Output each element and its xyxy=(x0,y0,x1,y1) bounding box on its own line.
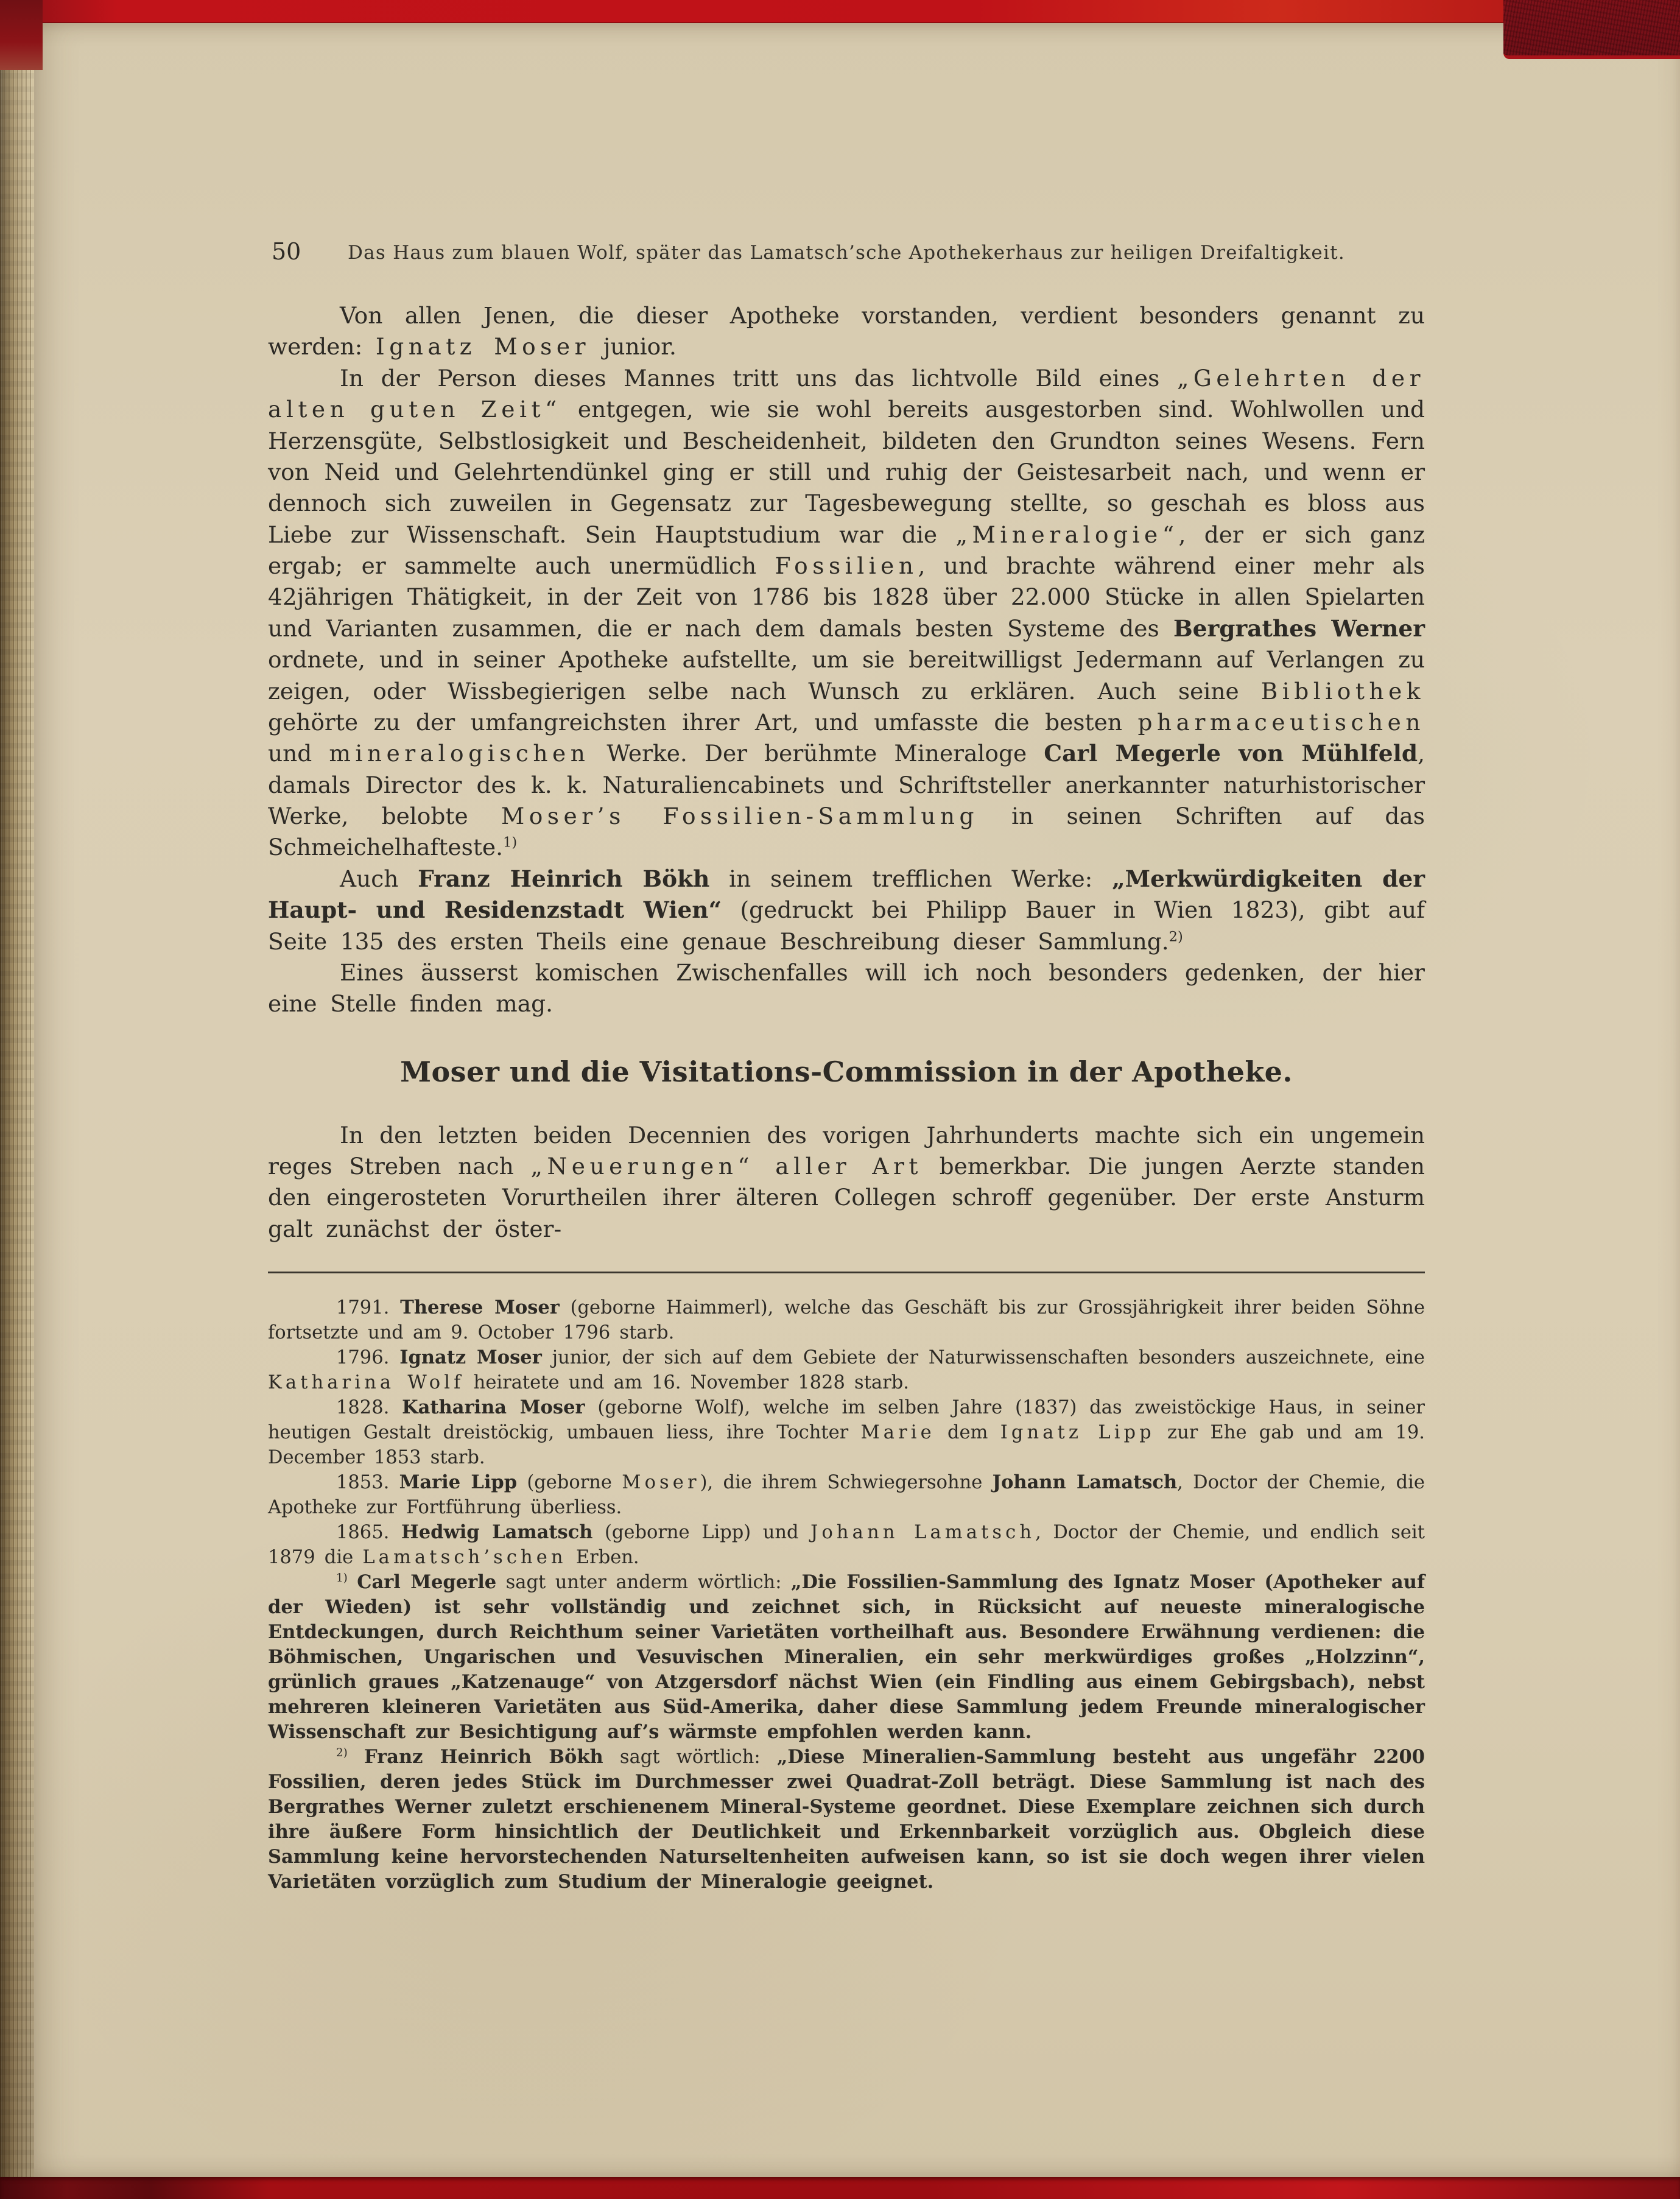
text-segment: Franz Heinrich Bökh xyxy=(418,865,710,892)
text-segment: ordnete, und in seiner Apotheke aufstellte, um sie bereitwilligst Jedermann auf Verlangen zu zeigen, oder Wissbegierigen selbe nach Wunsch zu erklären. Auch seine xyxy=(268,646,1425,705)
text-segment: mineralogischen xyxy=(329,740,590,767)
text-segment: gehörte zu der umfangreichsten ihrer Art, und umfasste die besten xyxy=(268,708,1138,736)
text-segment: junior. xyxy=(590,333,677,361)
text-segment: Johann Lamatsch xyxy=(810,1522,1036,1544)
text-segment: In den letzten beiden Decennien des vorigen Jahrhunderts machte sich ein ungemein reges Streben nach xyxy=(268,1121,1425,1180)
text-segment: , Doctor der Chemie, und endlich seit 1879 die xyxy=(268,1522,1425,1569)
text-segment: Werke. Der berühmte Mineraloge xyxy=(589,740,1044,767)
text-segment: Katharina Moser xyxy=(402,1396,585,1419)
page-number: 50 xyxy=(272,238,301,265)
text-segment: „Neuerungen“ aller Art xyxy=(530,1153,923,1180)
footnote-marker: 2) xyxy=(336,1747,348,1760)
text-segment: bemerkbar. Die jungen Aerzte standen den eingerosteten Vorurtheilen ihrer älteren Collegen schroff gegenüber. Der erste Ansturm galt zunächst der öster- xyxy=(268,1153,1425,1242)
running-title: Das Haus zum blauen Wolf, später das Lamatsch’sche Apothekerhaus zur heiligen Dreifaltigkeit. xyxy=(348,242,1345,264)
text-segment: Johann Lamatsch xyxy=(992,1471,1178,1494)
text-segment: 1853. xyxy=(336,1472,399,1494)
text-segment: (geborne Wolf), welche im selben Jahre (1837) das zweistöckige Haus, in seiner heutigen Gestalt dreistöckig, umbauen liess, ihre Tochter xyxy=(268,1397,1425,1444)
footnote xyxy=(268,1470,1425,1520)
text-segment: „Mineralogie“ xyxy=(955,521,1179,548)
book-cover-top-left-corner xyxy=(0,0,43,70)
text-segment: Bibliothek xyxy=(1260,677,1425,705)
text-segment: heiratete und am 16. November 1828 starb. xyxy=(464,1372,909,1394)
text-segment: „Gelehrten der alten guten Zeit“ xyxy=(268,364,1425,423)
footnote xyxy=(268,1295,1425,1345)
book-cover-top-edge xyxy=(0,0,1680,23)
text-segment: und xyxy=(268,740,329,767)
text-segment: Von allen Jenen, die dieser Apotheke vorstanden, verdient besonders genannt zu werden: xyxy=(268,302,1425,361)
text-segment: Franz Heinrich Bökh xyxy=(364,1746,603,1768)
text-segment: (geborne Haimmerl), welche das Geschäft bis zur Grossjährigkeit ihrer beiden Söhne fortsetzte und am 9. October 1796 starb. xyxy=(268,1297,1425,1344)
text-segment: , Doctor der Chemie, die Apotheke zur Fortführung überliess. xyxy=(268,1472,1425,1519)
text-segment: junior, der sich auf dem Gebiete der Naturwissenschaften besonders auszeichnete, eine xyxy=(541,1347,1425,1369)
text-segment: Erben. xyxy=(566,1547,639,1569)
footnote-marker: 1) xyxy=(503,834,518,851)
text-segment: Moser xyxy=(622,1472,700,1494)
page-sheet xyxy=(34,23,1680,2178)
footnote xyxy=(268,1570,1425,1745)
text-segment: , der er sich ganz ergab; er sammelte auch unermüdlich xyxy=(268,521,1425,579)
book-cover-bottom-edge xyxy=(0,2177,1680,2199)
text-segment: (geborne Lipp) und xyxy=(592,1522,811,1544)
text-segment: Ignatz Moser xyxy=(375,333,591,361)
text-segment: 1828. xyxy=(336,1397,402,1419)
text-segment: in seinem trefflichen Werke: xyxy=(709,865,1112,892)
footnote-marker: 2) xyxy=(1169,929,1183,945)
paragraph xyxy=(268,1120,1425,1245)
text-segment: 1791. xyxy=(336,1297,401,1319)
footnote xyxy=(268,1395,1425,1470)
text-segment: , und brachte während einer mehr als 42jährigen Thätigkeit, in der Zeit von 1786 bis 1828 über 22.000 Stücke in allen Spielarten und Varianten zusammen, die er nach dem damals besten Systeme des xyxy=(268,552,1425,642)
paragraph xyxy=(268,363,1425,864)
text-segment: 1796. xyxy=(336,1347,400,1369)
footnote xyxy=(268,1520,1425,1570)
text-segment: Fossilien xyxy=(775,552,918,579)
text-segment xyxy=(348,1747,364,1768)
text-segment: Eines äusserst komischen Zwischenfalles will ich noch besonders gedenken, der hier eine Stelle finden mag. xyxy=(268,959,1425,1018)
body-text xyxy=(268,300,1425,1245)
text-block xyxy=(268,237,1425,1895)
text-segment: In der Person dieses Mannes tritt uns das lichtvolle Bild eines xyxy=(340,364,1177,392)
text-segment: dem xyxy=(935,1422,1000,1444)
text-segment: Ignatz Lipp xyxy=(1000,1422,1155,1444)
text-segment: sagt unter anderm wörtlich: xyxy=(496,1572,791,1594)
book-cover-top-right-corner xyxy=(1503,0,1680,59)
text-segment: Marie xyxy=(860,1422,935,1444)
text-segment: Katharina Wolf xyxy=(268,1372,465,1394)
text-segment: (geborne xyxy=(517,1472,622,1494)
footnote xyxy=(268,1745,1425,1895)
text-segment: , damals Director des k. k. Naturaliencabinets und Schriftsteller anerkannter naturhistorischer Werke, belobte xyxy=(268,740,1425,829)
text-segment: Carl Megerle xyxy=(357,1571,497,1594)
text-segment: entgegen, wie sie wohl bereits ausgestorben sind. Wohlwollen und Herzensgüte, Selbstlosigkeit und Bescheidenheit, bildeten den Grundton seines Wesens. Fern von Neid und Gelehrtendünkel ging er still und ruhig der Geistesarbeit nach, und wenn er dennoch sich zuweilen in Gegensatz zur Tagesbewegung stellte, so geschah es bloss aus Liebe zur Wissenschaft. Sein Hauptstudium war die xyxy=(268,396,1425,548)
paragraph xyxy=(268,864,1425,957)
text-segment: Marie Lipp xyxy=(399,1471,518,1494)
section-heading: Moser und die Visitations-Commission in der Apotheke. xyxy=(400,1055,1293,1088)
text-segment: Therese Moser xyxy=(400,1297,560,1319)
text-segment: 1865. xyxy=(336,1522,401,1544)
text-segment: Lamatsch’schen xyxy=(362,1547,567,1569)
text-segment xyxy=(348,1572,357,1593)
text-segment: (gedruckt bei Philipp Bauer in Wien 1823), gibt auf Seite 135 des ersten Theils eine genaue Beschreibung dieser Sammlung. xyxy=(268,896,1425,955)
text-segment: Bergrathes Werner xyxy=(1173,614,1425,642)
text-segment: Hedwig Lamatsch xyxy=(401,1521,593,1544)
text-segment: „Diese Mineralien-Sammlung besteht aus ungefähr 2200 Fossilien, deren jedes Stück im Durchmesser zwei Quadrat-Zoll beträgt. Diese Sammlung ist nach des Bergrathes Werner zuletzt erschienenem Mineral-Systeme geordnet. Diese Exemplare zeichnen sich durch ihre äußere Form hinsichtlich der Deutlichkeit und Erkennbarkeit vorzüglich aus. Obgleich diese Sammlung keine hervorstechenden Naturseltenheiten aufweisen kann, so ist sie doch wegen ihrer vielen Varietäten vorzüglich zum Studium der Mineralogie geeignet. xyxy=(268,1746,1425,1893)
paragraph xyxy=(268,957,1425,1020)
text-segment: in seinen Schriften auf das Schmeichelhafteste. xyxy=(268,803,1425,861)
page-edges-left xyxy=(0,18,34,2182)
text-segment: „Die Fossilien-Sammlung des Ignatz Moser (Apotheker auf der Wieden) ist sehr vollständig und zeichnet sich, in Rücksicht auf neueste mineralogische Entdeckungen, durch Reichthum seiner Varietäten vortheilhaft aus. Besondere Erwähnung verdienen: die Böhmischen, Ungarischen und Vesuvischen Mineralien, ein sehr merkwürdiges großes „Holzzinn“, grünlich graues „Katzenauge“ von Atzgersdorf nächst Wien (ein Findling aus einem Gebirgsbach), nebst mehreren kleineren Varietäten aus Süd-Amerika, daher diese Sammlung jedem Freunde mineralogischer Wissenschaft zur Besichtigung auf’s wärmste empfohlen werden kann. xyxy=(268,1571,1425,1743)
text-segment: Ignatz Moser xyxy=(399,1346,542,1369)
text-segment: zur Ehe gab und am 19. December 1853 starb. xyxy=(268,1422,1425,1469)
text-segment: sagt wörtlich: xyxy=(603,1747,777,1768)
paragraph xyxy=(268,300,1425,363)
page-header xyxy=(268,237,1425,266)
text-segment: ), die ihrem Schwiegersohne xyxy=(700,1472,993,1494)
text-segment: Auch xyxy=(340,865,418,892)
footnote-marker: 1) xyxy=(336,1572,348,1585)
text-segment: „Merkwürdigkeiten der Haupt- und Residenzstadt Wien“ xyxy=(268,865,1425,924)
text-segment: pharmaceutischen xyxy=(1137,708,1425,736)
text-segment: Moser’s Fossilien-Sammlung xyxy=(501,803,979,829)
text-segment: Carl Megerle von Mühlfeld xyxy=(1044,740,1418,767)
footnote xyxy=(268,1345,1425,1395)
footnotes-block xyxy=(268,1273,1425,1895)
